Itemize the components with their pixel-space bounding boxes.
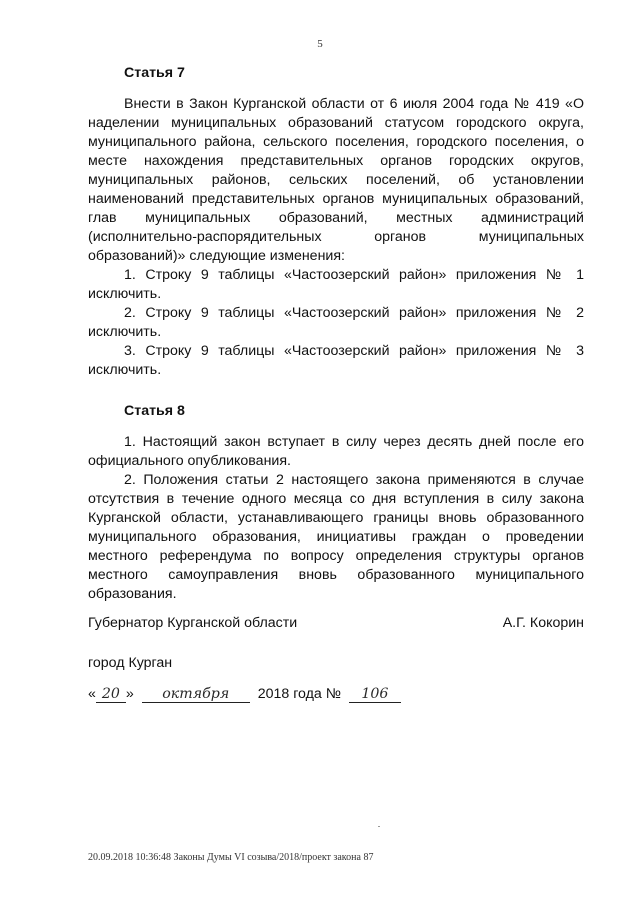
- signatory-position: Губернатор Курганской области: [88, 615, 298, 631]
- date-month-handwritten: октября: [142, 686, 250, 703]
- date-close-quote: »: [125, 686, 134, 702]
- law-number-handwritten: 106: [349, 686, 401, 703]
- date-open-quote: «: [88, 686, 96, 702]
- page-number: 5: [317, 38, 323, 50]
- date-line: [88, 686, 401, 703]
- article-7-intro: Внести в Закон Курганской области от 6 июля 2004 года № 419 «О наделении муниципальных образований статусом городского округа, муниципального района, сельского поселения, городского поселения, о месте нахождения представительных органов городских округов, муниципальных районов, сельских поселений, об установлении наименований представительных органов муниципальных образований, глав муниципальных образований, местных администраций (исполнительно-распорядительных органов муниципальных образований)» следующие изменения:: [88, 96, 584, 264]
- date-day-handwritten: 20: [96, 686, 126, 703]
- article-7-heading: Статья 7: [124, 65, 185, 81]
- article-8-item-1: 1. Настоящий закон вступает в силу через десять дней после его официального опубликования.: [88, 434, 584, 469]
- article-8-heading: Статья 8: [124, 403, 185, 419]
- article-7-item-2: 2. Строку 9 таблицы «Частоозерский район» приложения № 2 исключить.: [88, 305, 584, 340]
- signatory-name: А.Г. Кокорин: [502, 615, 584, 631]
- article-8-item-2: 2. Положения статьи 2 настоящего закона применяются в случае отсутствия в течение одного месяца со дня вступления в силу закона Курганской области, устанавливающего границы вновь образованного муниципального образования, инициативы граждан о проведении местного референдума по вопросу определения структуры органов местного самоуправления вновь образованного муниципального образования.: [88, 472, 584, 602]
- city-line: город Курган: [88, 655, 173, 671]
- date-year-text: 2018 года №: [257, 686, 341, 702]
- footer-file-path: 20.09.2018 10:36:48 Законы Думы VI созыва/2018/проект закона 87: [88, 852, 374, 863]
- scan-artifact: [378, 826, 380, 827]
- document-body: [88, 64, 584, 604]
- article-7-item-3: 3. Строку 9 таблицы «Частоозерский район» приложения № 3 исключить.: [88, 343, 584, 378]
- signature-block: [88, 615, 584, 631]
- article-7-item-1: 1. Строку 9 таблицы «Частоозерский район» приложения № 1 исключить.: [88, 267, 584, 302]
